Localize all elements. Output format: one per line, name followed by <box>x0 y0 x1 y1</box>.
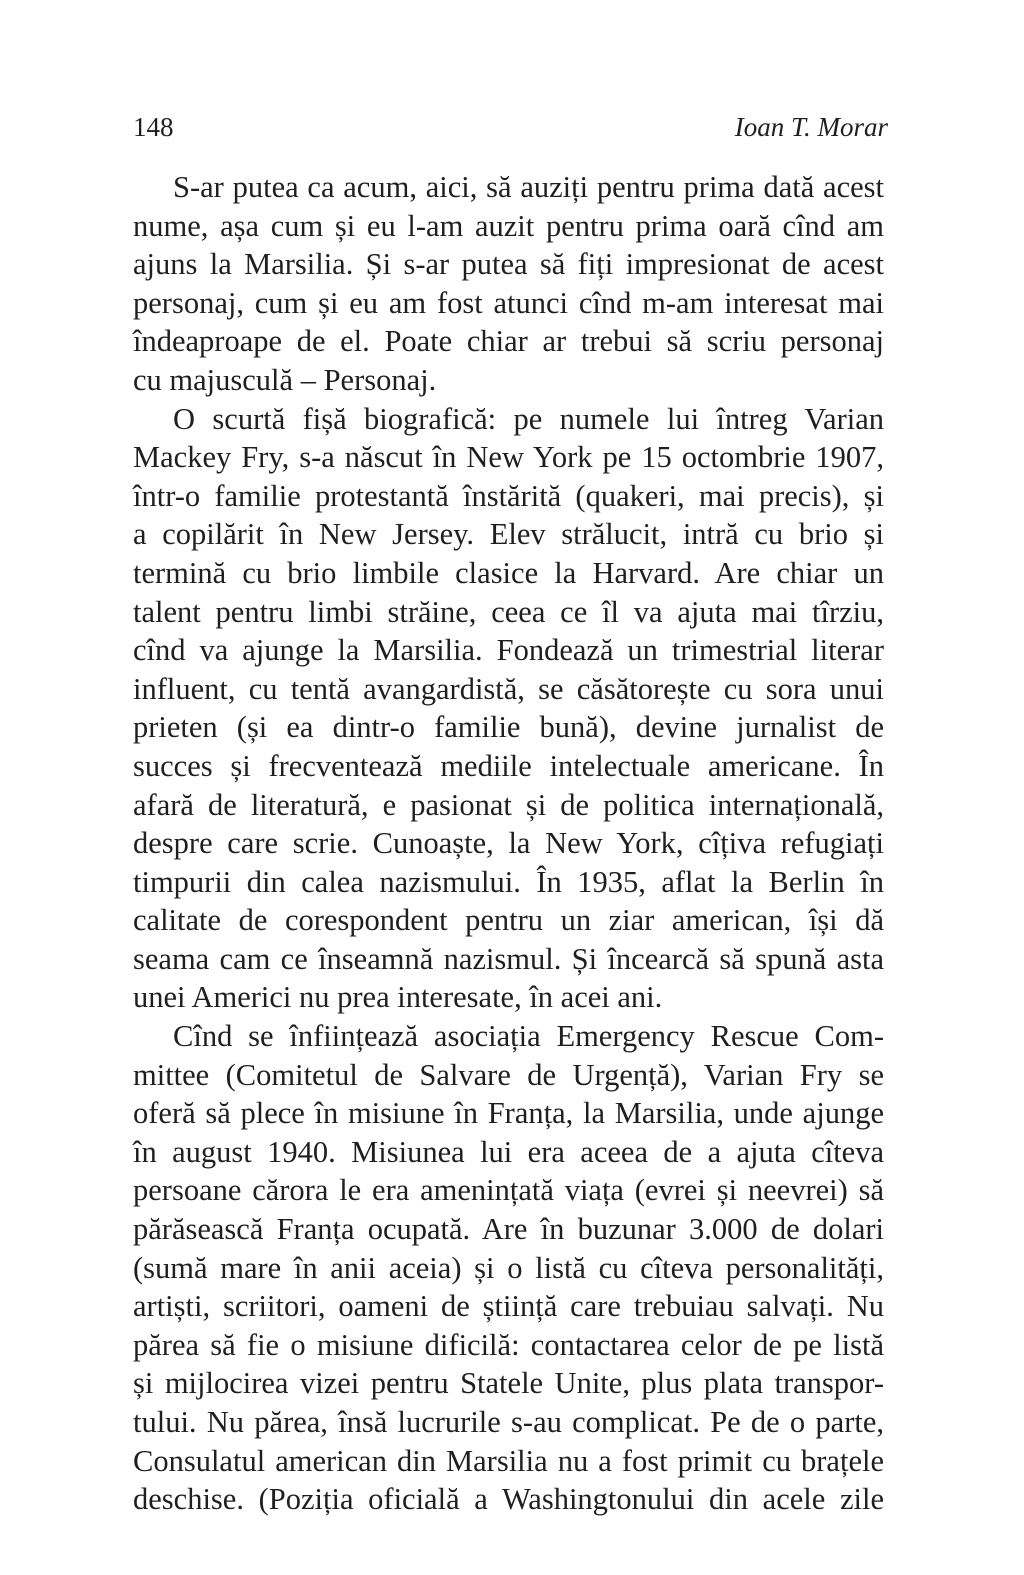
text-line: (sumă mare în anii aceia) și o listă cu cîteva personalități, <box>133 1250 884 1285</box>
text-line: cu majusculă – Personaj. <box>133 362 437 397</box>
text-line: a copilărit în New Jersey. Elev strălucit, intră cu brio și <box>133 517 884 552</box>
text-line: talent pentru limbi străine, ceea ce îl va ajuta mai tîrziu, <box>133 594 884 629</box>
page-number: 148 <box>133 112 174 142</box>
text-line: S-ar putea ca acum, aici, să auziți pentru prima dată acest <box>173 170 884 204</box>
text-line: în august 1940. Misiunea lui era aceea de a ajuta cîteva <box>133 1134 884 1169</box>
text-line: O scurtă fișă biografică: pe numele lui întreg Varian <box>173 401 884 436</box>
text-line: ajuns la Marsilia. Și s-ar putea să fiți impresionat de acest <box>133 247 884 282</box>
text-line: Consulatul american din Marsilia nu a fost primit cu brațele <box>133 1443 884 1478</box>
paragraph <box>133 168 884 400</box>
text-line: tului. Nu părea, însă lucrurile s-au complicat. Pe de o parte, <box>133 1405 884 1439</box>
text-line: artiști, scriitori, oameni de știință care trebuiau salvați. Nu <box>133 1289 884 1324</box>
text-line: timpurii din calea nazismului. În 1935, aflat la Berlin în <box>133 864 884 899</box>
text-line: personaj, cum și eu am fost atunci cînd m-am interesat mai <box>133 285 884 320</box>
text-line: seama cam ce înseamnă nazismul. Și încearcă să spună asta <box>133 941 884 976</box>
text-line: calitate de corespondent pentru un ziar american, își dă <box>133 903 884 938</box>
text-line: deschise. (Poziția oficială a Washingtonului din acele zile <box>133 1482 884 1517</box>
text-line: persoane cărora le era amenințată viața (evrei și neevrei) să <box>133 1173 884 1208</box>
text-line: succes și frecventează mediile intelectuale americane. În <box>133 748 884 783</box>
text-line: părăsească Franța ocupată. Are în buzunar 3.000 de dolari <box>133 1212 884 1247</box>
running-head-author: Ioan T. Morar <box>734 112 888 142</box>
text-line: și mijlocirea vizei pentru Statele Unite, plus plata transpor- <box>133 1366 884 1401</box>
paragraph <box>133 1017 884 1519</box>
text-line: unei Americi nu prea interesate, în acei ani. <box>133 980 663 1015</box>
text-line: Cînd se înființează asociația Emergency Rescue Com- <box>173 1019 884 1054</box>
text-line: oferă să plece în misiune în Franța, la Marsilia, unde ajunge <box>133 1096 884 1131</box>
text-line: nume, așa cum și eu l-am auzit pentru prima oară cînd am <box>133 208 884 243</box>
text-line: într-o familie protestantă înstărită (quakeri, mai precis), și <box>133 478 884 513</box>
text-line: influent, cu tentă avangardistă, se căsătorește cu sora unui <box>133 671 884 706</box>
paragraph <box>133 400 884 1018</box>
page-header <box>133 112 888 146</box>
text-line: îndeaproape de el. Poate chiar ar trebui să scriu personaj <box>133 324 884 359</box>
text-line: despre care scrie. Cunoaște, la New York, cîțiva refugiați <box>133 826 884 861</box>
text-line: Mackey Fry, s-a născut în New York pe 15 octombrie 1907, <box>133 440 884 475</box>
text-line: cînd va ajunge la Marsilia. Fondează un trimestrial literar <box>133 633 884 668</box>
body-text <box>133 168 884 1519</box>
text-line: prieten (și ea dintr-o familie bună), devine jurnalist de <box>133 710 884 745</box>
text-line: mittee (Comitetul de Salvare de Urgență), Varian Fry se <box>133 1057 884 1092</box>
text-line: afară de literatură, e pasionat și de politica internațională, <box>133 787 884 822</box>
text-line: părea să fie o misiune dificilă: contactarea celor de pe listă <box>133 1327 884 1362</box>
text-line: termină cu brio limbile clasice la Harvard. Are chiar un <box>133 555 884 590</box>
